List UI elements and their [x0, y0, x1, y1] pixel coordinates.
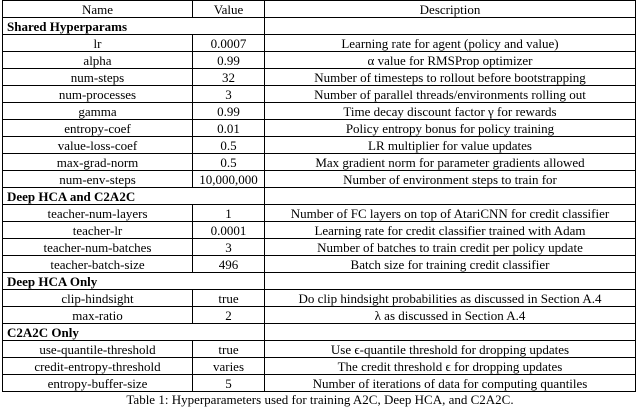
param-value: 5 — [193, 375, 265, 392]
table-row — [3, 171, 636, 188]
param-value: true — [193, 290, 265, 307]
param-value: true — [193, 341, 265, 358]
param-description: Number of timesteps to rollout before bootstrapping — [265, 69, 636, 86]
param-name: max-grad-norm — [3, 154, 193, 171]
param-value: 10,000,000 — [193, 171, 265, 188]
section-title: Deep HCA and C2A2C — [3, 188, 265, 205]
param-name: lr — [3, 35, 193, 52]
param-description: α value for RMSProp optimizer — [265, 52, 636, 69]
param-description: Learning rate for agent (policy and value) — [265, 35, 636, 52]
table-row — [3, 290, 636, 307]
section-title: Shared Hyperparams — [3, 18, 265, 35]
param-value: 0.99 — [193, 103, 265, 120]
section-row — [3, 273, 636, 290]
param-value: 3 — [193, 239, 265, 256]
param-description: Time decay discount factor γ for rewards — [265, 103, 636, 120]
param-description: Use ϵ-quantile threshold for dropping updates — [265, 341, 636, 358]
param-description: Number of environment steps to train for — [265, 171, 636, 188]
param-name: teacher-num-layers — [3, 205, 193, 222]
section-row — [3, 188, 636, 205]
param-value: 1 — [193, 205, 265, 222]
param-name: credit-entropy-threshold — [3, 358, 193, 375]
empty-cell — [265, 188, 636, 205]
param-description: Number of batches to train credit per policy update — [265, 239, 636, 256]
param-name: num-processes — [3, 86, 193, 103]
param-description: Do clip hindsight probabilities as discussed in Section A.4 — [265, 290, 636, 307]
hyperparameter-table — [2, 0, 636, 392]
table-row — [3, 341, 636, 358]
section-row — [3, 18, 636, 35]
param-name: value-loss-coef — [3, 137, 193, 154]
param-description: Learning rate for credit classifier trained with Adam — [265, 222, 636, 239]
param-value: 0.99 — [193, 52, 265, 69]
table-row — [3, 307, 636, 324]
empty-cell — [265, 273, 636, 290]
param-description: λ as discussed in Section A.4 — [265, 307, 636, 324]
table-row — [3, 205, 636, 222]
header-value: Value — [193, 1, 265, 18]
param-value: 3 — [193, 86, 265, 103]
param-name: teacher-num-batches — [3, 239, 193, 256]
param-name: max-ratio — [3, 307, 193, 324]
table-row — [3, 137, 636, 154]
table-row — [3, 103, 636, 120]
param-name: teacher-lr — [3, 222, 193, 239]
header-name: Name — [3, 1, 193, 18]
param-value: 32 — [193, 69, 265, 86]
param-name: use-quantile-threshold — [3, 341, 193, 358]
param-description: Policy entropy bonus for policy training — [265, 120, 636, 137]
param-value: 0.0007 — [193, 35, 265, 52]
table-row — [3, 154, 636, 171]
param-value: 496 — [193, 256, 265, 273]
table-row — [3, 239, 636, 256]
param-value: varies — [193, 358, 265, 375]
param-description: Number of parallel threads/environments rolling out — [265, 86, 636, 103]
param-description: The credit threshold ϵ for dropping updates — [265, 358, 636, 375]
param-name: entropy-coef — [3, 120, 193, 137]
table-row — [3, 222, 636, 239]
table-row — [3, 358, 636, 375]
table-row — [3, 375, 636, 392]
param-value: 0.5 — [193, 137, 265, 154]
param-value: 2 — [193, 307, 265, 324]
param-description: Number of FC layers on top of AtariCNN for credit classifier — [265, 205, 636, 222]
table-row — [3, 69, 636, 86]
table-row — [3, 35, 636, 52]
empty-cell — [265, 324, 636, 341]
param-description: Batch size for training credit classifier — [265, 256, 636, 273]
table-caption: Table 1: Hyperparameters used for training A2C, Deep HCA, and C2A2C. — [126, 392, 514, 407]
param-name: num-env-steps — [3, 171, 193, 188]
param-value: 0.0001 — [193, 222, 265, 239]
param-name: teacher-batch-size — [3, 256, 193, 273]
section-title: Deep HCA Only — [3, 273, 265, 290]
table-row — [3, 86, 636, 103]
header-row — [3, 1, 636, 18]
param-description: LR multiplier for value updates — [265, 137, 636, 154]
param-name: gamma — [3, 103, 193, 120]
param-description: Number of iterations of data for computing quantiles — [265, 375, 636, 392]
param-name: clip-hindsight — [3, 290, 193, 307]
param-name: alpha — [3, 52, 193, 69]
table-row — [3, 52, 636, 69]
param-value: 0.5 — [193, 154, 265, 171]
section-row — [3, 324, 636, 341]
section-title: C2A2C Only — [3, 324, 265, 341]
header-description: Description — [265, 1, 636, 18]
table-row — [3, 120, 636, 137]
param-description: Max gradient norm for parameter gradients allowed — [265, 154, 636, 171]
param-value: 0.01 — [193, 120, 265, 137]
param-name: entropy-buffer-size — [3, 375, 193, 392]
empty-cell — [265, 18, 636, 35]
param-name: num-steps — [3, 69, 193, 86]
table-row — [3, 256, 636, 273]
